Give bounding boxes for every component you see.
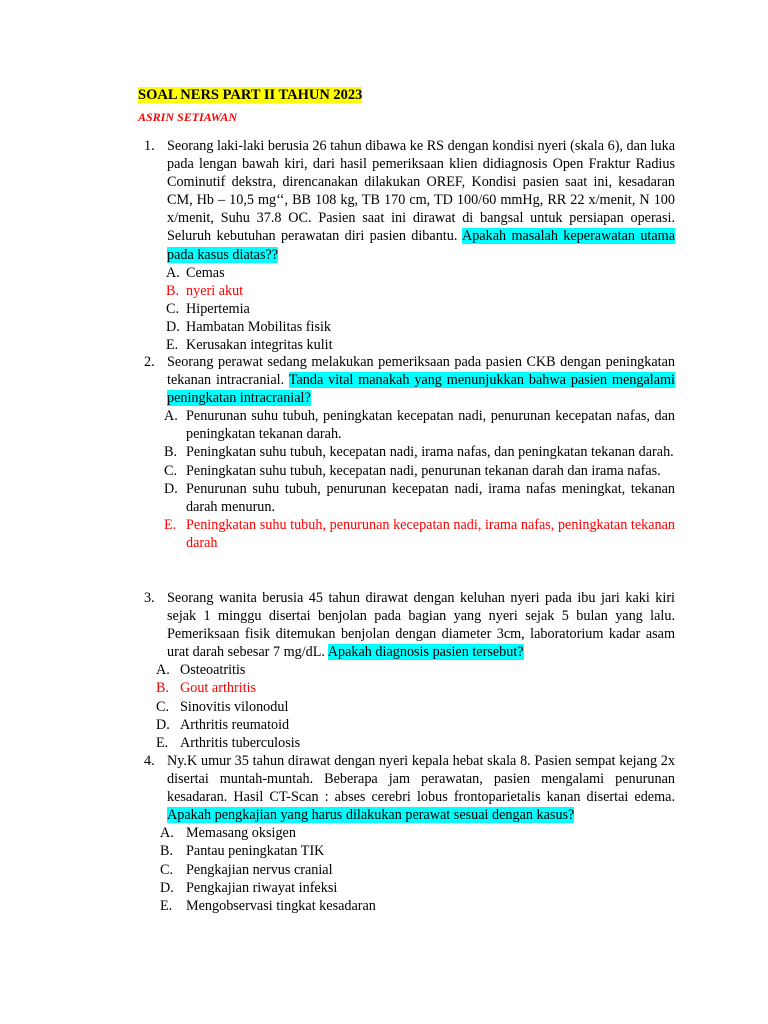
answer-options xyxy=(138,661,675,751)
option-text: Memasang oksigen xyxy=(186,825,296,842)
option-c xyxy=(138,861,675,879)
option-letter: D. xyxy=(164,480,178,497)
option-e xyxy=(138,734,675,752)
question-stem xyxy=(167,589,675,661)
option-c xyxy=(138,462,675,480)
option-text: Peningkatan suhu tubuh, kecepatan nadi, penurunan tekanan darah dan irama nafas. xyxy=(186,462,661,479)
option-letter: E. xyxy=(164,516,177,533)
option-text: Hipertemia xyxy=(186,300,250,317)
option-letter: B. xyxy=(160,843,174,860)
question-number: 3. xyxy=(144,590,155,606)
option-b-correct xyxy=(138,679,675,697)
option-e xyxy=(138,897,675,915)
option-letter: A. xyxy=(156,662,170,679)
option-text: Penurunan suhu tubuh, penurunan kecepatan nadi, irama nafas meningkat, tekanan darah menurun. xyxy=(186,480,675,515)
option-text: Penurunan suhu tubuh, peningkatan kecepatan nadi, penurunan kecepatan nafas, dan peningkatan tekanan darah. xyxy=(186,408,675,443)
question-prompt: Tanda vital manakah yang menunjukkan bahwa pasien mengalami peningkatan intracranial? xyxy=(167,372,675,407)
author-name: ASRIN SETIAWAN xyxy=(138,110,238,124)
answer-options xyxy=(138,407,675,552)
document-title xyxy=(138,86,362,104)
option-text: Sinovitis vilonodul xyxy=(180,698,289,715)
option-text: Pantau peningkatan TIK xyxy=(186,843,325,860)
option-letter: E. xyxy=(160,897,173,914)
option-a xyxy=(138,661,675,679)
option-text: Arthritis reumatoid xyxy=(180,716,290,733)
option-text: Arthritis tuberculosis xyxy=(180,734,301,751)
option-letter: D. xyxy=(166,318,180,335)
question-case-text: Seorang perawat sedang melakukan pemeriksaan pada pasien CKB dengan peningkatan tekanan intracranial. xyxy=(167,354,675,389)
option-e-correct xyxy=(138,516,675,552)
option-text: Kerusakan integritas kulit xyxy=(186,337,333,354)
title-text: SOAL NERS PART II TAHUN 2023 xyxy=(138,87,363,103)
option-letter: C. xyxy=(164,462,178,479)
question-prompt: Apakah pengkajian yang harus dilakukan perawat sesuai dengan kasus? xyxy=(167,807,575,824)
answer-options xyxy=(138,824,675,914)
option-a xyxy=(138,264,675,282)
question-number: 2. xyxy=(144,354,155,370)
option-letter: A. xyxy=(166,264,180,281)
option-text: Pengkajian nervus cranial xyxy=(186,861,333,878)
question-case-text: Seorang laki-laki berusia 26 tahun dibawa ke RS dengan kondisi nyeri (skala 6), dan luka pada lengan bawah kiri, dari hasil pemeriksaan klien didiagnosis Open Fraktur Radius Cominutif dekstra, direncanakan dilakukan OREF, Kondisi pasien saat ini, kesadaran CM, Hb – 10,5 mg‘‘, BB 108 kg, TB 170 cm, TD 100/60 mmHg, RR 22 x/menit, N 100 x/menit, Suhu 37.8 OC. Pasien saat ini dirawat di bangsal untuk persiapan operasi. Seluruh kebutuhan perawatan diri pasien dibantu. xyxy=(167,138,675,245)
question-case-text: Ny.K umur 35 tahun dirawat dengan nyeri kepala hebat skala 8. Pasien sempat kejang 2x disertai muntah-muntah. Beberapa jam perawatan, pasien mengalami penurunan kesadaran. Hasil CT-Scan : abses cerebri lobus frontoparietalis kanan disertai edema. xyxy=(167,753,675,806)
question-number: 4. xyxy=(144,753,155,769)
question-stem xyxy=(167,353,675,407)
option-letter: D. xyxy=(160,879,174,896)
option-c xyxy=(138,698,675,716)
option-b xyxy=(138,443,675,461)
option-text: Cemas xyxy=(186,264,225,281)
option-text: Pengkajian riwayat infeksi xyxy=(186,879,338,896)
question-number: 1. xyxy=(144,138,155,154)
question-prompt: Apakah masalah keperawatan utama pada kasus diatas?? xyxy=(167,228,676,263)
option-text: nyeri akut xyxy=(186,282,244,299)
option-a xyxy=(138,407,675,443)
option-text: Gout arthritis xyxy=(180,680,257,697)
question-2 xyxy=(138,353,675,552)
option-letter: A. xyxy=(164,408,178,425)
answer-options xyxy=(138,264,675,354)
question-3 xyxy=(138,589,675,752)
option-letter: C. xyxy=(160,861,174,878)
option-d xyxy=(138,480,675,516)
option-d xyxy=(138,879,675,897)
option-text: Peningkatan suhu tubuh, penurunan kecepatan nadi, irama nafas, peningkatan tekanan darah xyxy=(186,516,675,551)
question-1 xyxy=(138,137,675,354)
option-letter: C. xyxy=(156,698,170,715)
question-stem xyxy=(167,137,675,264)
option-letter: A. xyxy=(160,825,174,842)
option-b xyxy=(138,842,675,860)
option-c xyxy=(138,300,675,318)
option-text: Hambatan Mobilitas fisik xyxy=(186,318,332,335)
option-letter: B. xyxy=(164,444,178,461)
option-letter: D. xyxy=(156,716,170,733)
option-text: Mengobservasi tingkat kesadaran xyxy=(186,897,376,914)
option-a xyxy=(138,824,675,842)
question-4 xyxy=(138,752,675,915)
option-d xyxy=(138,716,675,734)
question-case-text: Seorang wanita berusia 45 tahun dirawat dengan keluhan nyeri pada ibu jari kaki kiri sejak 1 minggu disertai benjolan pada bagian yang nyeri sejak 5 bulan yang lalu. Pemeriksaan fisik ditemukan benjolan dengan diameter 3cm, laboratorium kadar asam urat darah sebesar 7 mg/dL. xyxy=(167,590,675,661)
option-letter: C. xyxy=(166,300,180,317)
option-text: Osteoatritis xyxy=(180,662,246,679)
option-letter: B. xyxy=(166,282,180,299)
question-stem xyxy=(167,752,675,824)
option-e xyxy=(138,336,675,354)
option-letter: B. xyxy=(156,680,170,697)
option-letter: E. xyxy=(166,337,179,354)
option-letter: E. xyxy=(156,734,169,751)
question-prompt: Apakah diagnosis pasien tersebut? xyxy=(327,644,524,661)
option-text: Peningkatan suhu tubuh, kecepatan nadi, irama nafas, dan peningkatan tekanan darah. xyxy=(186,444,674,461)
option-d xyxy=(138,318,675,336)
option-b-correct xyxy=(138,282,675,300)
